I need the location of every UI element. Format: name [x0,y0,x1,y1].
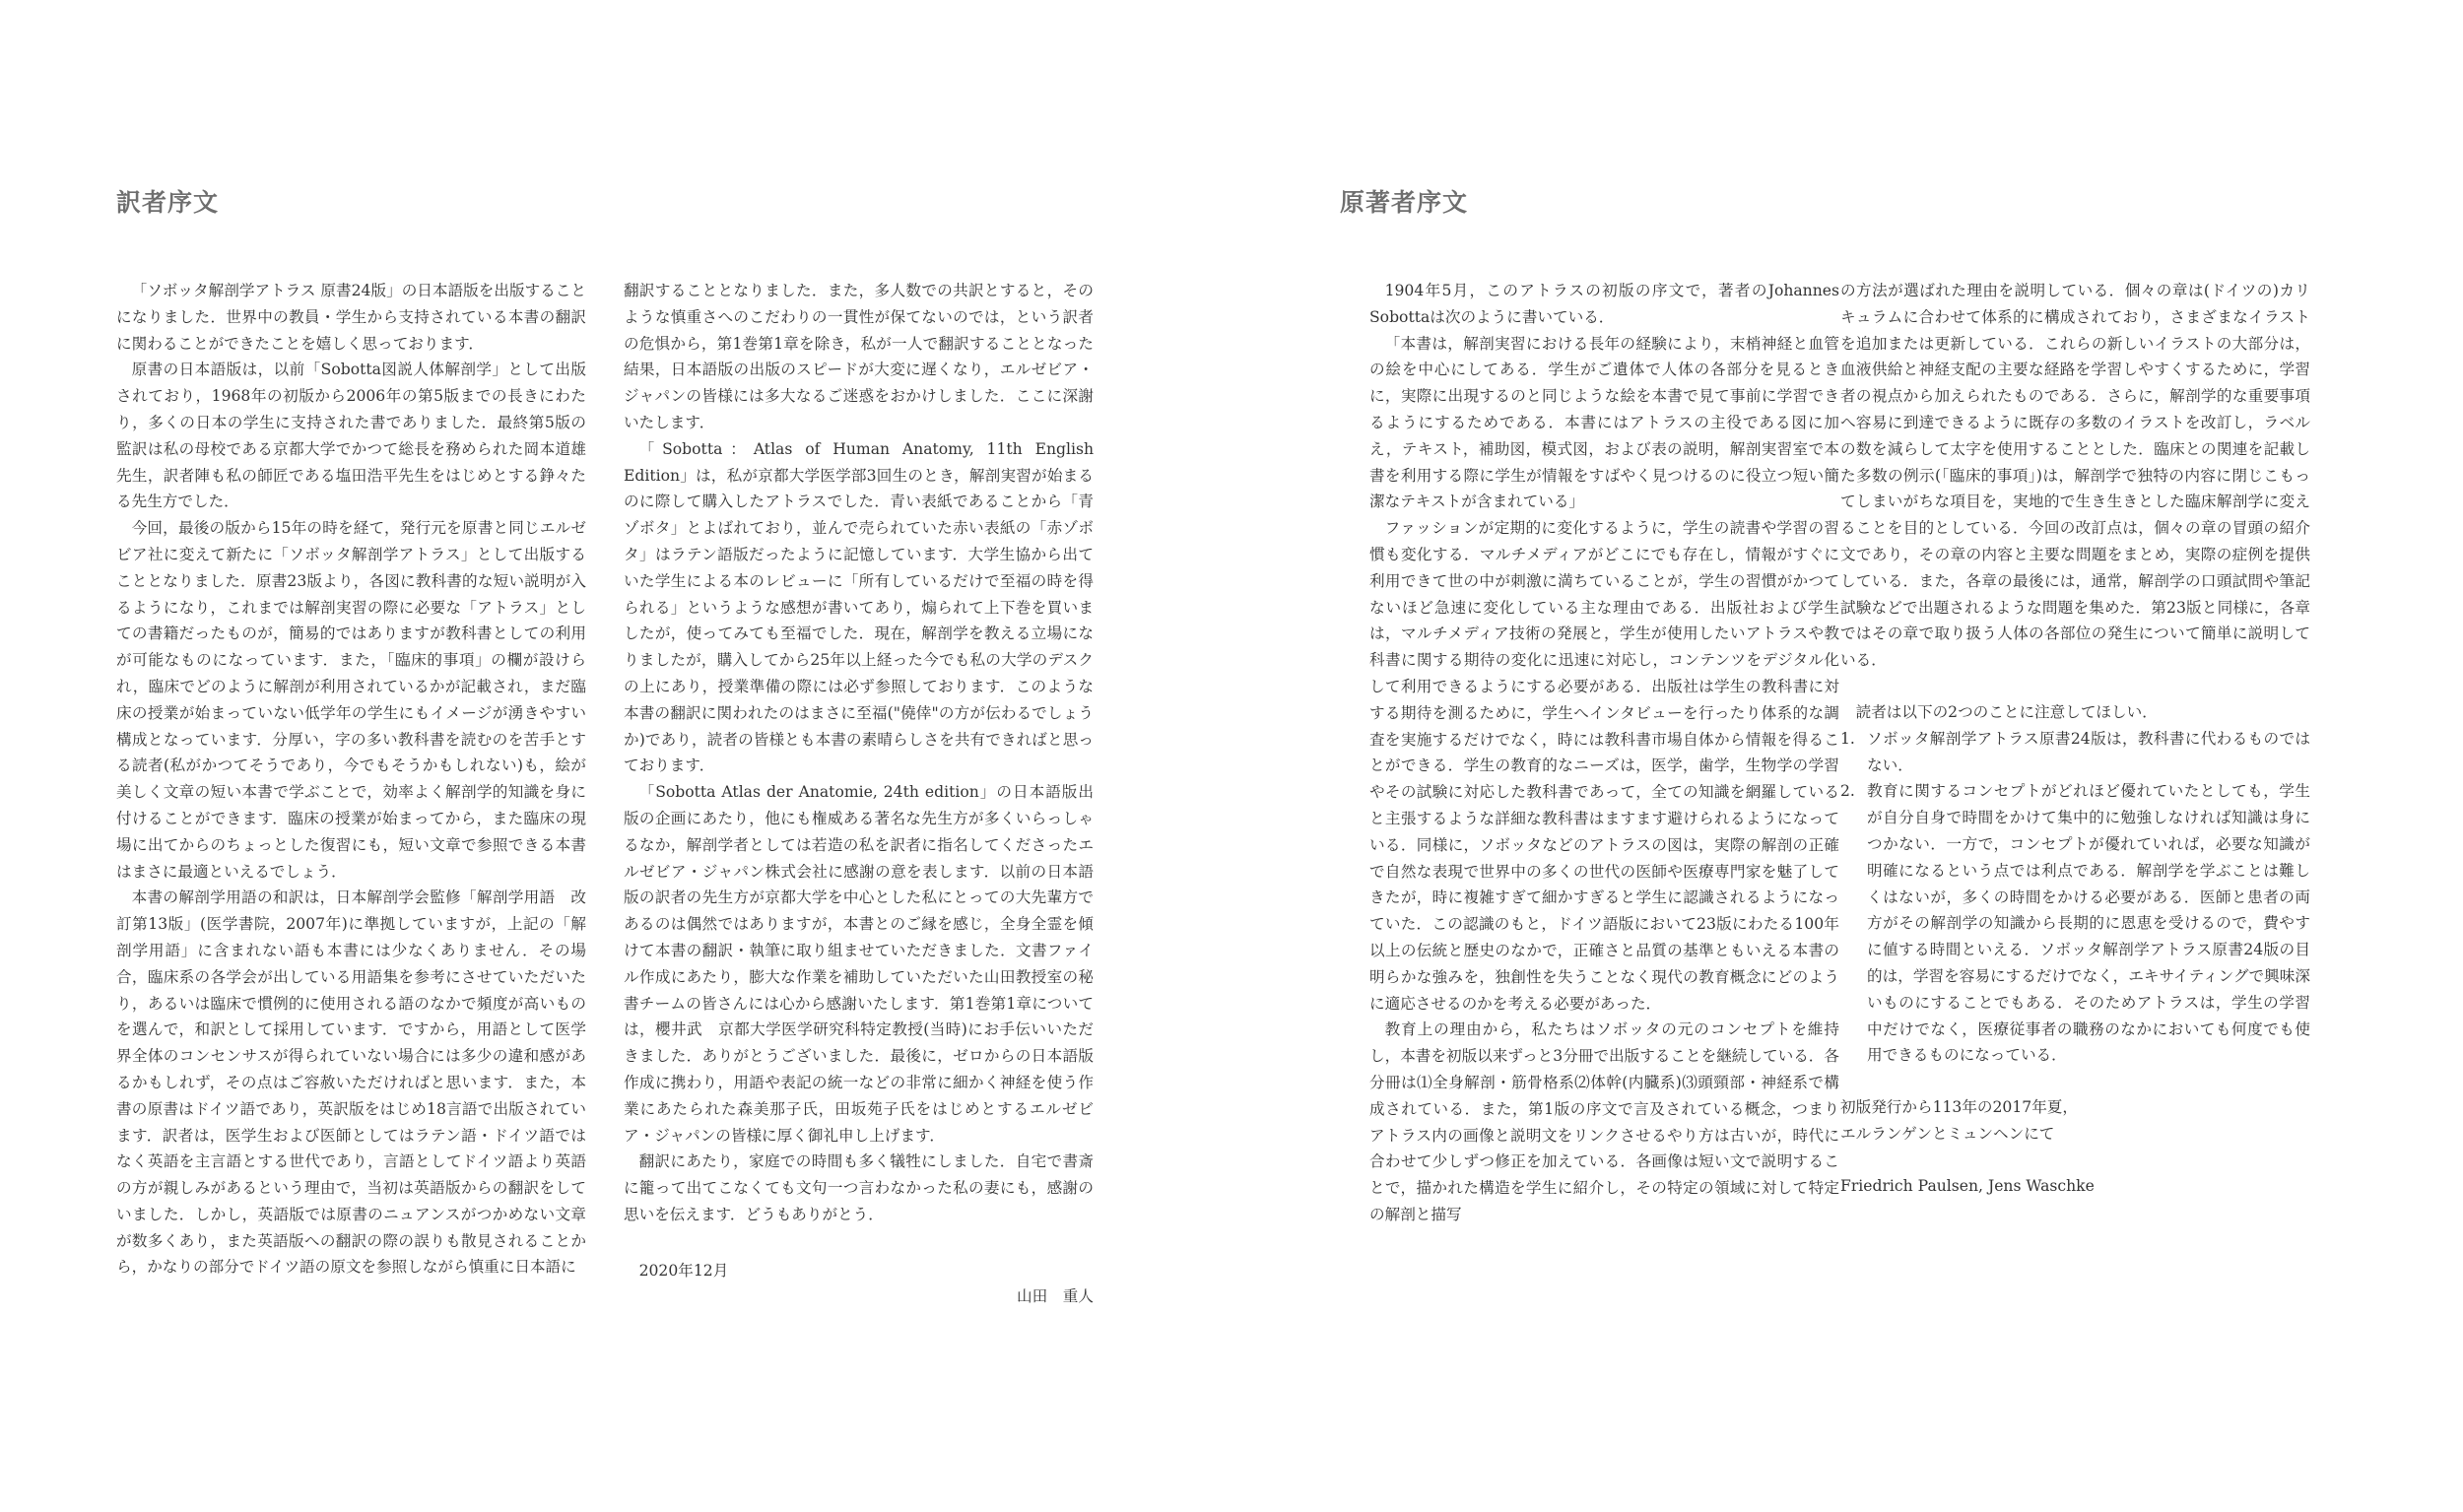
paragraph: 教育上の理由から，私たちはソボッタの元のコンセプトを維持し，本書を初版以来ずっと3分冊で出版することを継続している．各分冊は⑴全身解剖・筋骨格系⑵体幹(内臓系)⑶頭頸部・神経系で構成されている．また，第1版の序文で言及されている概念，つまりアトラス内の画像と説明文をリンクさせるやり方は古いが，時代に合わせて少しずつ修正を加えている．各画像は短い文で説明することで，描かれた構造を学生に紹介し，その特定の領域に対して特定の解剖と描写 [1369,1020,1839,1223]
paragraph: 読者は以下の2つのことに注意してほしい． [1855,702,2158,721]
list-item-text: ソボッタ解剖学アトラス原書24版は，教科書に代わるものではない． [1867,729,2310,774]
signature-line: 初版発行から113年の2017年夏， [1840,1098,2078,1117]
author-preface-column-1 [1369,278,1839,1228]
paragraph: 「Sobotta：Atlas of Human Anatomy, 11th English Edition」は，私が京都大学医学部3回生のとき，解剖実習が始まるのに際して購入したアトラスでした．青い表紙であることから「青ゾボタ」とよばれており，並んで売られていた赤い表紙の「赤ゾボタ」はラテン語版だったように記憶しています．大学生協から出ていた学生による本のレビューに「所有しているだけで至福の時を得られる」というような感想が書いてあり，煽られて上下巻を買いましたが，使ってみても至福でした．現在，解剖学を教える立場になりましたが，購入してから25年以上経った今でも私の大学のデスクの上にあり，授業準備の際には必ず参照しております．このような本書の翻訳に関われたのはまさに至福("僥倖"の方が伝わるでしょうか)であり，読者の皆様とも本書の素晴らしさを共有できればと思っております． [624,439,1094,775]
author-preface-page [1232,0,2463,1512]
author-preface-heading: 原著者序文 [1340,188,1469,217]
list-item [1840,726,2310,779]
translator-name: 山田 重人 [1017,1287,1094,1306]
paragraph: の方法が選ばれた理由を説明している．個々の章は(ドイツの)カリキュラムに合わせて体系的に構成されており，さまざまなイラストを追加または更新している．これらの新しいイラストの大部分は，血液供給と神経支配の主要な経路を学習しやすくするために，学習者の視点から加えられたものである．さらに，解剖学的な重要事項へ容易に到達できるように既存の多数のイラストを改訂し，ラベルの数を減らして太字を使用することとした．臨床との関連を記載した多数の例示(「臨床的事項」)は，解剖学で独特の内容に閉じこもってしまいがちな項目を，実地的で生き生きとした臨床解剖学に変えることを目的としている．今回の改訂点は，個々の章の冒頭の紹介文であり，その章の内容と主要な問題をまとめ，実際の症例を提供している．また，各章の最後には，通常，解剖学の口頭試問や筆記試験などで出題されるような問題を集めた．第23版と同様に，各章ではその章で取り扱う人体の各部位の発生について簡単に説明している． [1840,282,2310,670]
preface-date: 2020年12月 [638,1261,729,1280]
paragraph: 本書の解剖学用語の和訳は，日本解剖学会監修「解剖学用語 改訂第13版」(医学書院，2007年)に準拠していますが，上記の「解剖学用語」に含まれない語も本書には少なくありません．その場合，臨床系の各学会が出している用語集を参考にさせていただいたり，あるいは臨床で慣例的に使用される語のなかで頻度が高いものを選んで，和訳として採用しています．ですから，用語として医学界全体のコンセンサスが得られていない場合には多少の違和感があるかもしれず，その点はご容赦いただければと思います．また，本書の原書はドイツ語であり，英訳版をはじめ18言語で出版されています．訳者は，医学生および医師としてはラテン語・ドイツ語ではなく英語を主言語とする世代であり，言語としてドイツ語より英語の方が親しみがあるという理由で，当初は英語版からの翻訳をしていました．しかし，英語版では原書のニュアンスがつかめない文章が数多くあり，また英語版への翻訳の際の誤りも散見されることから，かなりの部分でドイツ語の原文を参照しながら慎重に日本語に [116,888,586,1277]
spacer [1840,1069,2310,1094]
spacer [1840,674,2310,699]
list-item-text: 教育に関するコンセプトがどれほど優れていたとしても，学生が自分自身で時間をかけて集中的に勉強しなければ知識は身につかない．一方で，コンセプトが優れていれば，必要な知識が明確になるという点では利点である．解剖学を学ぶことは難しくはないが，多くの時間をかける必要がある．医師と患者の両方がその解剖学の知識から長期的に恩恵を受けるので，費やすに値する時間といえる．ソボッタ解剖学アトラス原書24版の目的は，学習を容易にするだけでなく，エキサイティングで興味深いものにすることでもある．そのためアトラスは，学生の学習中だけでなく，医療従事者の職務のなかにおいても何度でも使用できるものになっている． [1867,782,2310,1065]
paragraph: 「ソボッタ解剖学アトラス 原書24版」の日本語版を出版することになりました．世界中の教員・学生から支持されている本書の翻訳に関わることができたことを嬉しく思っております． [116,282,586,353]
spacer [1840,1148,2310,1173]
list-item [1840,778,2310,1069]
list-item-number: 1. [1840,729,1855,748]
paragraph: 翻訳にあたり，家庭での時間も多く犠牲にしました．自宅で書斎に籠って出てこなくても文句一つ言わなかった私の妻にも，感謝の思いを伝えます．どうもありがとう． [624,1152,1094,1223]
paragraph: 「Sobotta Atlas der Anatomie, 24th edition」の日本語版出版の企画にあたり，他にも権威ある著名な先生方が多くいらっしゃるなか，解剖学者としては若造の私を訳者に指名してくださったエルゼビア・ジャパン株式会社に感謝の意を表します．以前の日本語版の訳者の先生方が京都大学を中心とした私にとっての大先輩方であるのは偶然ではありますが，本書とのご縁を感じ，全身全霊を傾けて本書の翻訳・執筆に取り組ませていただきました．文書ファイル作成にあたり，膨大な作業を補助していただいた山田教授室の秘書チームの皆さんには心から感謝いたします．第1巻第1章については，櫻井武 京都大学医学研究科特定教授(当時)にお手伝いいただきました．ありがとうございました．最後に，ゼロからの日本語版作成に携わり，用語や表記の統一などの非常に細かく神経を使う作業にあたられた森美那子氏，田坂苑子氏をはじめとするエルゼビア・ジャパンの皆様に厚く御礼申し上げます． [624,783,1094,1145]
author-names: Friedrich Paulsen, Jens Waschke [1840,1176,2095,1195]
paragraph: 「本書は，解剖実習における長年の経験により，末梢神経と血管の絵を中心にしてある．学生がご遺体で人体の各部分を見るときに，実際に出現するのと同じような絵を本書で見て事前に学習できるようにするためである．本書にはアトラスの主役である図に加え，テキスト，補助図，模式図，および表の説明，解剖実習室で本書を利用する際に学生が情報をすばやく見つけるのに役立つ短い簡潔なテキストが含まれている」 [1369,334,1839,511]
reader-notes-list [1840,726,2310,1069]
signature-line: エルランゲンとミュンヘンにて [1840,1124,2055,1143]
translator-preface-column-1 [116,278,586,1281]
paragraph: ファッションが定期的に変化するように，学生の読書や学習の習慣も変化する．マルチメディアがどこにでも存在し，情報がすぐに利用できて世の中が刺激に満ちていることが，学生の習慣がかつてないほど急速に変化している主な理由である．出版社および学生は，マルチメディア技術の発展と，学生が使用したいアトラスや教科書に関する期待の変化に迅速に対応し，コンテンツをデジタル化して利用できるようにする必要がある．出版社は学生の教科書に対する期待を測るために，学生へインタビューを行ったり体系的な調査を実施するだけでなく，時には教科書市場自体から情報を得ることができる．学生の教育的なニーズは，医学，歯学，生物学の学習やその試験に対応した教科書であって，全ての知識を網羅していると主張するような詳細な教科書はますます避けられるようになっている．同様に，ソボッタなどのアトラスの図は，実際の解剖の正確で自然な表現で世界中の多くの世代の医師や医療専門家を魅了してきたが，時に複雑すぎて細かすぎると学生に認識されるようになっていた．この認識のもと，ドイツ語版において23版にわたる100年以上の伝統と歴史のなかで，正確さと品質の基準ともいえる本書の明らかな強みを，独創性を失うことなく現代の教育概念にどのように適応させるのかを考える必要があった． [1369,519,1839,1013]
paragraph: 1904年5月，このアトラスの初版の序文で，著者のJohannes Sobottaは次のように書いている． [1369,282,1839,326]
paragraph: 今回，最後の版から15年の時を経て，発行元を原書と同じエルゼビア社に変えて新たに「ソボッタ解剖学アトラス」として出版することとなりました．原書23版より，各図に教科書的な短い説明が入るようになり，これまでは解剖実習の際に必要な「アトラス」としての書籍だったものが，簡易的ではありますが教科書としての利用が可能なものになっています．また，「臨床的事項」の欄が設けられ，臨床でどのように解剖が利用されているかが記載され，まだ臨床の授業が始まっていない低学年の学生にもイメージが湧きやすい構成となっています．分厚い，字の多い教科書を読むのを苦手とする読者(私がかつてそうであり，今でもそうかもしれない)も，絵が美しく文章の短い本書で学ぶことで，効率よく解剖学的知識を身に付けることができます．臨床の授業が始まってから，また臨床の現場に出てからのちょっとした復習にも，短い文章で参照できる本書はまさに最適といえるでしょう． [116,519,586,881]
author-preface-column-2 [1840,278,2310,1200]
list-item-number: 2. [1840,782,1855,801]
translator-preface-column-2 [624,278,1094,1310]
translator-preface-heading: 訳者序文 [116,188,220,217]
paragraph: 原書の日本語版は，以前「Sobotta図説人体解剖学」として出版されており，1968年の初版から2006年の第5版までの長きにわたり，多くの日本の学生に支持された書でありました．最終第5版の監訳は私の母校である京都大学でかつて総長を務められた岡本道雄先生，訳者陣も私の師匠である塩田浩平先生をはじめとする錚々たる先生方でした． [116,361,586,511]
paragraph: 翻訳することとなりました．また，多人数での共訳とすると，そのような慎重さへのこだわりの一貫性が保てないのでは，という訳者の危惧から，第1巻第1章を除き，私が一人で翻訳することとなった結果，日本語版の出版のスピードが大変に遅くなり，エルゼビア・ジャパンの皆様には多大なるご迷惑をおかけしました．ここに深謝いたします． [624,282,1094,431]
